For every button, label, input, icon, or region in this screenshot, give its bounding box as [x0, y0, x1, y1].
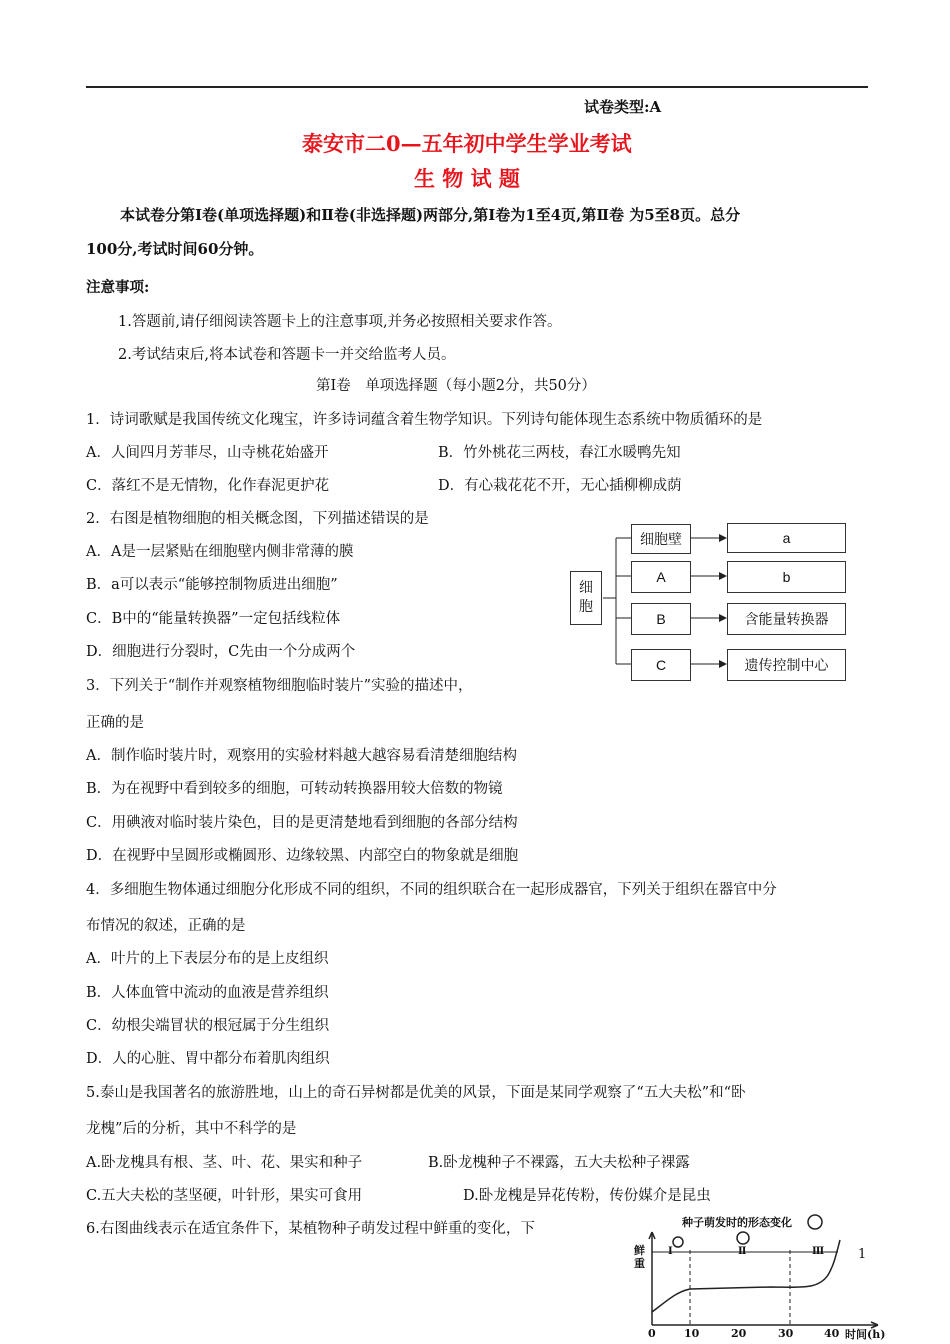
- graph-stage-label: Ⅰ: [668, 1246, 673, 1257]
- q4-stem-2: 布情况的叙述，正确的是: [86, 918, 246, 934]
- graph-x-tick: 30: [778, 1327, 794, 1340]
- q4-option-a: A．叶片的上下表层分布的是上皮组织: [86, 951, 329, 967]
- q6-stem: 6.右图曲线表示在适宜条件下，某植物种子萌发过程中鲜重的变化，下: [86, 1221, 535, 1237]
- q5-option-c: C.五大夫松的茎坚硬，叶针形，果实可食用: [86, 1188, 363, 1204]
- intro-line-2: 100分,考试时间60分钟。: [86, 240, 264, 258]
- graph-x-tick: 10: [684, 1327, 700, 1340]
- q3-stem-1: 3．下列关于“制作并观察植物细胞临时装片”实验的描述中，: [86, 678, 473, 694]
- graph-stage-label: Ⅱ: [738, 1246, 747, 1257]
- seedling-stage-icon: [808, 1215, 822, 1229]
- graph-y-label: 鲜重: [634, 1244, 645, 1270]
- notes-item: 1.答题前,请仔细阅读答题卡上的注意事项,并务必按照相关要求作答。: [118, 314, 562, 330]
- q3-option-a: A．制作临时装片时，观察用的实验材料越大越容易看清楚细胞结构: [86, 748, 517, 764]
- q3-option-c: C．用碘液对临时装片染色，目的是更清楚地看到细胞的各部分结构: [86, 815, 518, 831]
- q4-stem-1: 4．多细胞生物体通过细胞分化形成不同的组织，不同的组织联合在一起形成器官，下列关于组织在器官中分: [86, 882, 777, 898]
- graph-title: 种子萌发时的形态变化: [682, 1216, 792, 1229]
- seed-stage-icon: [673, 1237, 683, 1247]
- q1-option-c: C．落红不是无情物，化作春泥更护花: [86, 478, 330, 494]
- concept-node-b-upper: B: [631, 603, 691, 635]
- concept-root-cell: 细胞: [570, 571, 602, 625]
- notes-heading: 注意事项:: [86, 279, 150, 296]
- graph-x-tick: 0: [648, 1327, 656, 1340]
- q1-option-a: A．人间四月芳菲尽，山寺桃花始盛开: [86, 445, 329, 461]
- q5-option-a: A.卧龙槐具有根、茎、叶、花、果实和种子: [86, 1155, 363, 1171]
- q4-option-b: B．人体血管中流动的血液是营养组织: [86, 985, 329, 1001]
- concept-node-c-upper: C: [631, 649, 691, 681]
- concept-target-genetic-center: 遗传控制中心: [727, 649, 846, 681]
- subject-title: 生 物 试 题: [414, 166, 520, 191]
- q3-stem-2: 正确的是: [86, 715, 144, 731]
- paper-type: 试卷类型:A: [584, 98, 662, 116]
- concept-target-energy-converter: 含能量转换器: [727, 603, 846, 635]
- concept-node-cell-wall: 细胞壁: [631, 524, 691, 554]
- q2-option-b: B．a可以表示“能够控制物质进出细胞”: [86, 577, 338, 593]
- section-title: 第Ⅰ卷 单项选择题（每小题2分，共50分）: [316, 378, 596, 394]
- q2-option-d: D．细胞进行分裂时，C先由一个分成两个: [86, 644, 356, 660]
- q5-option-b: B.卧龙槐种子不裸露，五大夫松种子裸露: [428, 1155, 690, 1171]
- q4-option-d: D．人的心脏、胃中都分布着肌肉组织: [86, 1051, 330, 1067]
- q2-option-a: A．A是一层紧贴在细胞壁内侧非常薄的膜: [86, 544, 354, 560]
- q1-option-b: B．竹外桃花三两枝，春江水暖鸭先知: [438, 445, 681, 461]
- intro-line-1: 本试卷分第Ⅰ卷(单项选择题)和Ⅱ卷(非选择题)两部分,第Ⅰ卷为1至4页,第Ⅱ卷 为5至8页。总分: [120, 206, 741, 224]
- concept-target-a: a: [727, 523, 846, 553]
- q2-stem: 2．右图是植物细胞的相关概念图，下列描述错误的是: [86, 511, 429, 527]
- graph-x-label: 时间(h): [845, 1328, 886, 1341]
- graph-x-tick: 40: [824, 1327, 840, 1340]
- q2-option-c: C．B中的“能量转换器”一定包括线粒体: [86, 611, 341, 627]
- page-number: 1: [858, 1247, 867, 1262]
- q1-stem: 1．诗词歌赋是我国传统文化瑰宝，许多诗词蕴含着生物学知识。下列诗句能体现生态系统中物质循环的是: [86, 412, 763, 428]
- concept-target-b: b: [727, 561, 846, 593]
- q5-stem-2: 龙槐”后的分析，其中不科学的是: [86, 1121, 297, 1137]
- graph-x-tick: 20: [731, 1327, 747, 1340]
- q3-option-b: B．为在视野中看到较多的细胞，可转动转换器用较大倍数的物镜: [86, 781, 503, 797]
- q4-option-c: C．幼根尖端冒状的根冠属于分生组织: [86, 1018, 330, 1034]
- seed-stage-icon: [737, 1232, 749, 1244]
- concept-node-a-upper: A: [631, 561, 691, 593]
- notes-item: 2.考试结束后,将本试卷和答题卡一并交给监考人员。: [118, 347, 456, 363]
- q5-option-d: D.卧龙槐是异花传粉，传份媒介是昆虫: [463, 1188, 711, 1204]
- q3-option-d: D．在视野中呈圆形或椭圆形、边缘较黑、内部空白的物象就是细胞: [86, 848, 519, 864]
- q5-stem-1: 5.泰山是我国著名的旅游胜地，山上的奇石异树都是优美的风景，下面是某同学观察了“五大夫松”和“卧: [86, 1085, 746, 1101]
- exam-title: 泰安市二0—五年初中学生学业考试: [302, 131, 632, 156]
- q1-option-d: D．有心栽花花不开，无心插柳柳成荫: [438, 478, 682, 494]
- graph-stage-label: Ⅲ: [812, 1246, 825, 1257]
